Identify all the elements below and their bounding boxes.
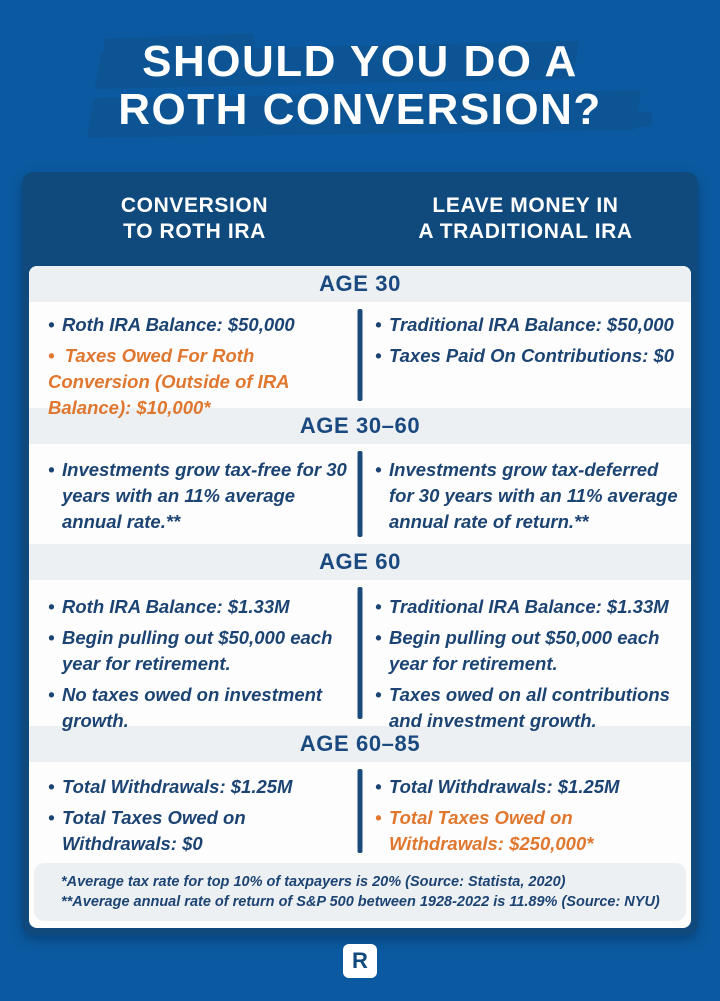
bullet-item: • Total Withdrawals: $1.25M [375, 774, 687, 800]
bullet-marker [48, 594, 62, 620]
column-header-roth-line1: CONVERSION [120, 194, 269, 217]
bullet-item: • Total Withdrawals: $1.25M [48, 774, 352, 800]
bullet-marker [48, 774, 62, 800]
footnote-line-1: *Average tax rate for top 10% of taxpayers is 20% (Source: Statista, 2020) [61, 874, 566, 890]
column-header-roth-line2: TO ROTH IRA [123, 220, 266, 243]
bullet-item: • Taxes owed on all contributions and investment growth. [375, 682, 687, 734]
bullet-marker [48, 312, 62, 338]
bullet-marker [375, 343, 389, 369]
section-age-30-60-row [29, 444, 691, 544]
column-header-traditional [360, 193, 691, 245]
bullet-item: • Taxes Paid On Contributions: $0 [375, 343, 687, 369]
column-divider [358, 451, 363, 537]
title-line-2: ROTH CONVERSION? [118, 85, 602, 134]
column-header-traditional-line2: A TRADITIONAL IRA [418, 220, 633, 243]
footnotes [34, 863, 686, 921]
bullet-marker [375, 682, 389, 734]
card-header [29, 172, 691, 266]
bullet-item: • Investments grow tax-free for 30 years with an 11% average annual rate.** [48, 457, 352, 535]
bullet-item: • Begin pulling out $50,000 each year for retirement. [375, 625, 687, 677]
poster-title [0, 38, 720, 134]
bullet-marker [48, 457, 62, 535]
card-body [29, 266, 691, 928]
column-divider [358, 587, 363, 719]
column-divider [358, 309, 363, 401]
bullet-item: • Traditional IRA Balance: $1.33M [375, 594, 687, 620]
age-60-85-roth-cell [29, 762, 360, 860]
ramsey-logo-letter: R [352, 948, 368, 973]
age-60-roth-cell [29, 580, 360, 731]
bullet-marker [48, 625, 62, 677]
age-60-85-traditional-cell [360, 762, 691, 860]
bullet-marker [375, 594, 389, 620]
age-60-traditional-cell [360, 580, 691, 731]
bullet-marker [375, 805, 389, 857]
bullet-item: • Investments grow tax-deferred for 30 years with an 11% average annual rate of return.** [375, 457, 687, 535]
bullet-item: • Taxes Owed For Roth Conversion (Outside of IRA Balance): $10,000* [48, 343, 352, 421]
age-30-roth-cell [29, 302, 360, 418]
bullet-marker [48, 682, 62, 734]
age-30-traditional-cell [360, 302, 691, 408]
age-band-30: AGE 30 [29, 266, 691, 302]
column-divider [358, 769, 363, 853]
bullet-marker [48, 805, 62, 857]
age-band-60-85: AGE 60–85 [29, 726, 691, 762]
section-age-60-row [29, 580, 691, 731]
section-age-30-row [29, 302, 691, 418]
bullet-marker [375, 457, 389, 535]
bullet-item: • Begin pulling out $50,000 each year for retirement. [48, 625, 352, 677]
bullet-item: • Total Taxes Owed on Withdrawals: $250,000* [375, 805, 687, 857]
age-30-60-traditional-cell [360, 444, 691, 544]
bullet-marker [48, 345, 60, 366]
column-header-traditional-line1: LEAVE MONEY IN [432, 194, 619, 217]
bullet-item: • Roth IRA Balance: $1.33M [48, 594, 352, 620]
bullet-marker [375, 625, 389, 677]
title-line-1: SHOULD YOU DO A [142, 37, 578, 86]
footnote-line-2: **Average annual rate of return of S&P 500 between 1928-2022 is 11.89% (Source: NYU) [61, 894, 660, 910]
bullet-marker [375, 312, 389, 338]
bullet-marker [375, 774, 389, 800]
age-30-60-roth-cell [29, 444, 360, 544]
bullet-item: • Traditional IRA Balance: $50,000 [375, 312, 687, 338]
age-band-60: AGE 60 [29, 544, 691, 580]
section-age-60-85-row [29, 762, 691, 860]
bullet-item: • Total Taxes Owed on Withdrawals: $0 [48, 805, 352, 857]
comparison-card [22, 172, 698, 935]
column-header-roth [29, 193, 360, 245]
age-band-30-60: AGE 30–60 [29, 408, 691, 444]
bullet-item: • Roth IRA Balance: $50,000 [48, 312, 352, 338]
bullet-item: • No taxes owed on investment growth. [48, 682, 352, 734]
ramsey-logo [343, 944, 377, 978]
